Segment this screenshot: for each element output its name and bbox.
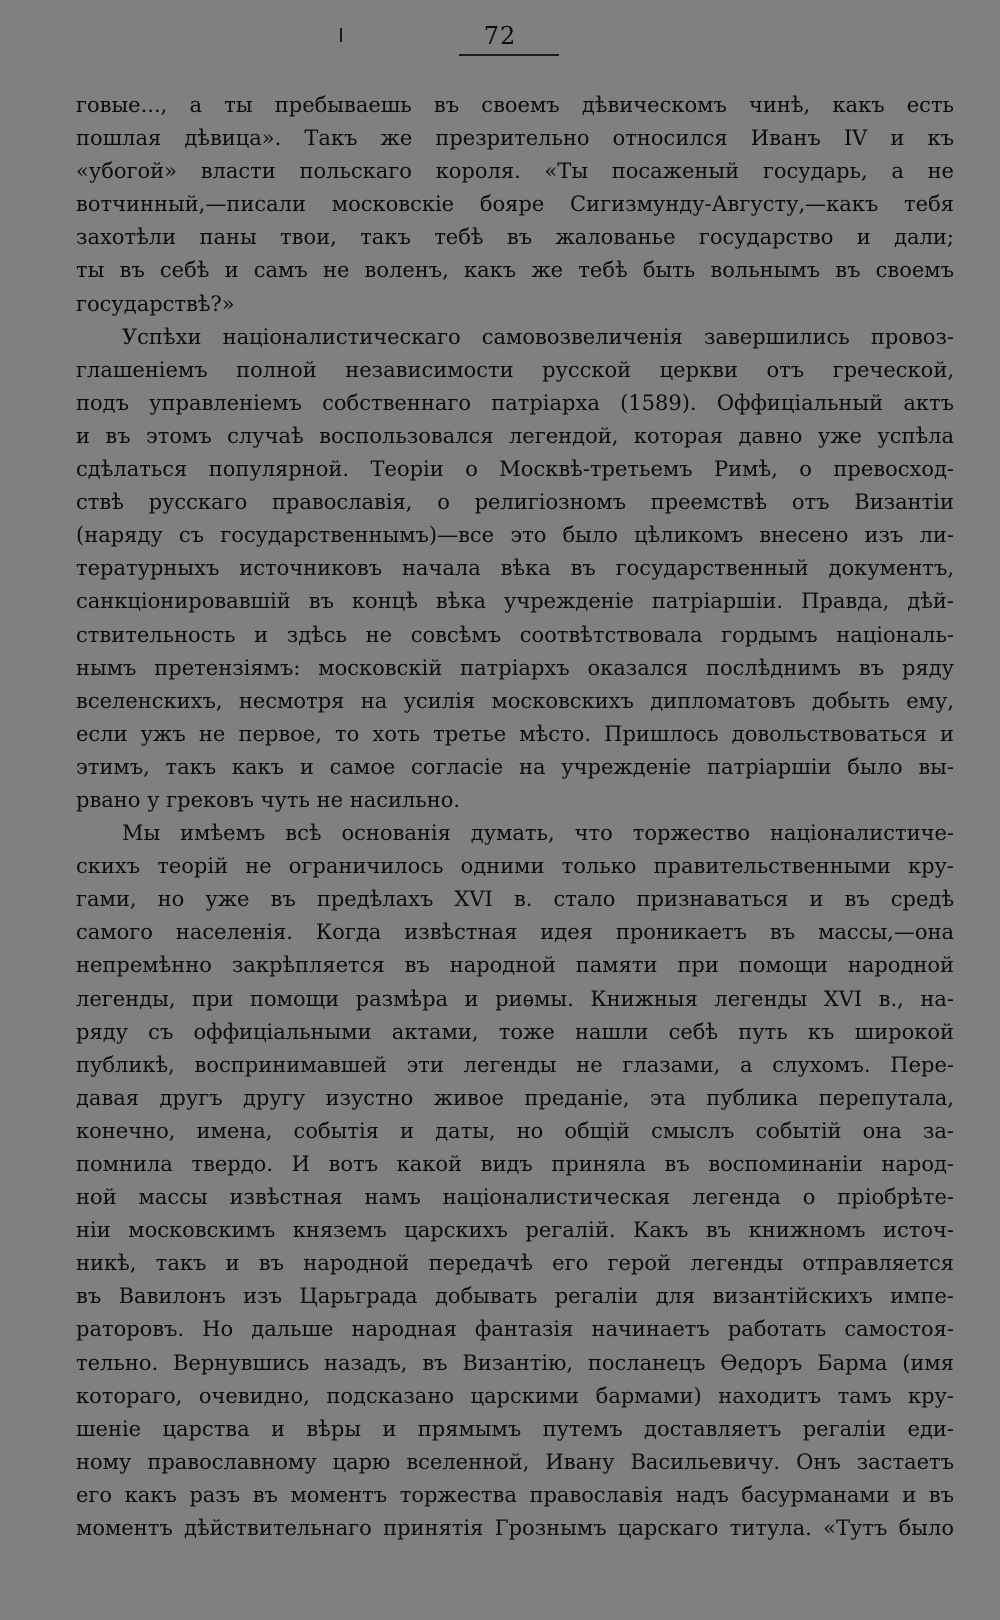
text-line: тературныхъ источниковъ начала вѣка въ государственный документъ, xyxy=(76,556,954,581)
text-line: конечно, имена, событія и даты, но общій смыслъ событій она за- xyxy=(76,1118,954,1143)
text-line: если ужъ не первое, то хоть третье мѣсто. Пришлось довольствоваться и xyxy=(76,721,954,746)
text-line: санкціонировавшій въ концѣ вѣка учрежденіе патріаршіи. Правда, дѣй- xyxy=(76,589,954,614)
body-text xyxy=(76,89,954,1545)
text-line: Мы имѣемъ всѣ основанія думать, что торжество націоналистиче- xyxy=(122,821,954,846)
text-line: ствѣ русскаго православія, о религіозномъ преемствѣ отъ Византіи xyxy=(76,490,954,515)
text-line: вселенскихъ, несмотря на усилія московскихъ дипломатовъ добыть ему, xyxy=(76,688,954,713)
text-line: легенды, при помощи размѣра и риѳмы. Книжныя легенды XVI в., на- xyxy=(76,986,954,1011)
text-line: ты въ себѣ и самъ не воленъ, какъ же тебѣ быть вольнымъ въ своемъ xyxy=(76,258,954,283)
text-line: никѣ, такъ и въ народной передачѣ его герой легенды отправляется xyxy=(76,1251,954,1276)
text-line: и въ этомъ случаѣ воспользовался легендой, которая давно уже успѣла xyxy=(76,423,954,448)
text-line: захотѣли паны твои, такъ тебѣ въ жалованье государство и дали; xyxy=(76,225,954,250)
text-line: самого населенія. Когда извѣстная идея проникаетъ въ массы,—она xyxy=(76,920,954,945)
text-line: помнила твердо. И вотъ какой видъ приняла въ воспоминаніи народ- xyxy=(76,1152,954,1176)
text-line: ряду съ оффиціальными актами, тоже нашли себѣ путь къ широкой xyxy=(76,1019,954,1044)
text-line: его какъ разъ въ моментъ торжества православія надъ басурманами и въ xyxy=(76,1482,954,1507)
text-line: подъ управленіемъ собственнаго патріарха (1589). Оффиціальный актъ xyxy=(76,390,954,415)
page-number-rule xyxy=(459,54,559,56)
text-line: раторовъ. Но дальше народная фантазія начинаетъ работать самостоя- xyxy=(76,1317,954,1342)
paragraph-2 xyxy=(76,321,954,817)
text-line: этимъ, такъ какъ и самое согласіе на учрежденіе патріаршіи было вы- xyxy=(76,754,954,779)
text-line: скихъ теорій не ограничилось одними только правительственными кру- xyxy=(76,854,954,879)
text-line: котораго, очевидно, подсказано царскими бармами) находитъ тамъ кру- xyxy=(76,1383,954,1408)
text-line: Успѣхи націоналистическаго самовозвеличенія завершились провоз- xyxy=(122,324,954,349)
text-line: «убогой» власти польскаго короля. «Ты посаженый государь, а не xyxy=(76,159,954,184)
text-line: рвано у грековъ чуть не насильно. xyxy=(76,787,461,812)
page-number: 72 xyxy=(483,22,517,50)
text-line: шеніе царства и вѣры и прямымъ путемъ доставляетъ регаліи еди- xyxy=(76,1416,954,1441)
text-line: ному православному царю вселенной, Ивану Васильевичу. Онъ застаетъ xyxy=(76,1449,954,1474)
text-line: въ Вавилонъ изъ Царьграда добывать регаліи для византійскихъ импе- xyxy=(76,1284,954,1309)
text-line: ніи московскимъ княземъ царскихъ регалій. Какъ въ книжномъ источ- xyxy=(76,1218,954,1243)
text-line: ной массы извѣстная намъ націоналистическая легенда о пріобрѣте- xyxy=(76,1185,954,1210)
text-line: вотчинный,—писали московскіе бояре Сигизмунду-Августу,—какъ тебя xyxy=(76,192,954,217)
paragraph-3 xyxy=(76,817,954,1545)
text-line: глашеніемъ полной независимости русской церкви отъ греческой, xyxy=(76,357,954,382)
paragraph-1 xyxy=(76,89,954,321)
text-line: сдѣлаться популярной. Теоріи о Москвѣ-третьемъ Римѣ, о превосход- xyxy=(76,457,954,482)
text-line: непремѣнно закрѣпляется въ народной памяти при помощи народной xyxy=(76,953,954,978)
text-line: тельно. Вернувшись назадъ, въ Византію, посланецъ Ѳедоръ Барма (имя xyxy=(76,1350,954,1375)
text-line: говые..., а ты пребываешь въ своемъ дѣвическомъ чинѣ, какъ есть xyxy=(76,93,954,117)
text-line: ствительность и здѣсь не совсѣмъ соотвѣтствовала гордымъ національ- xyxy=(76,622,954,647)
text-line: гами, но уже въ предѣлахъ XVI в. стало признаваться и въ средѣ xyxy=(76,887,954,912)
text-line: государствѣ?» xyxy=(76,291,235,316)
text-line: публикѣ, воспринимавшей эти легенды не глазами, а слухомъ. Пере- xyxy=(76,1052,954,1077)
text-line: нымъ претензіямъ: московскій патріархъ оказался послѣднимъ въ ряду xyxy=(76,655,954,680)
text-line: давая другъ другу изустно живое преданіе, эта публика перепутала, xyxy=(76,1085,954,1110)
text-line: моментъ дѣйствительнаго принятія Грознымъ царскаго титула. «Тутъ было xyxy=(76,1516,954,1541)
text-line: пошлая дѣвица». Такъ же презрительно относился Иванъ IV и къ xyxy=(76,126,954,151)
text-line: (наряду съ государственнымъ)—все это было цѣликомъ внесено изъ ли- xyxy=(76,523,954,548)
